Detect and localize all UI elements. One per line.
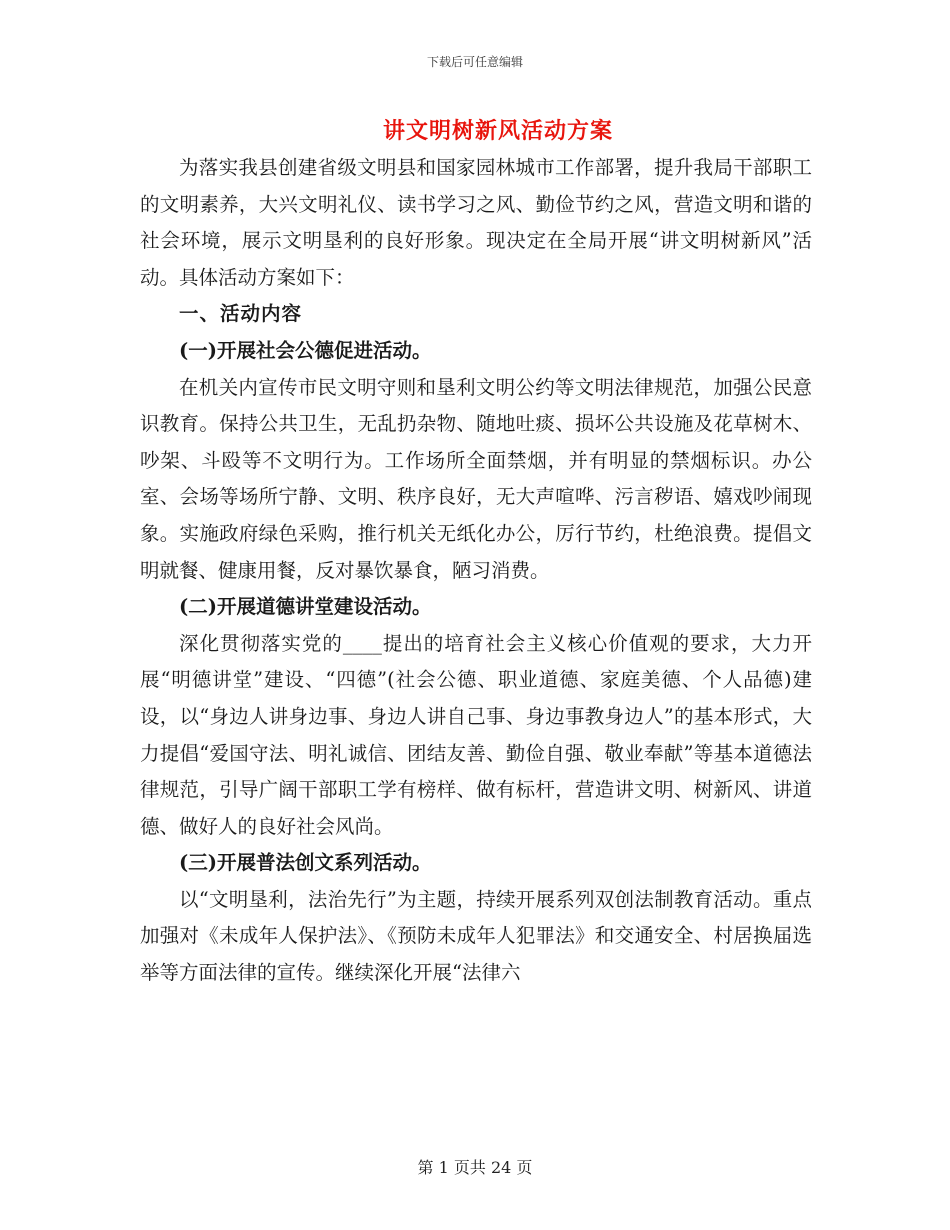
- page-header-note: 下载后可任意编辑: [426, 55, 523, 69]
- subsection-heading-moral-lecture: (二)开展道德讲堂建设活动。: [179, 595, 432, 619]
- subsection-heading-social-ethics: (一)开展社会公德促进活动。: [179, 338, 432, 362]
- body-paragraph-moral-lecture: 深化贯彻落实党的____提出的培育社会主义核心价值观的要求，大力开展“明德讲堂”建设、“四德”(社会公德、职业道德、家庭美德、个人品德)建设，以“身边人讲身边事、身边人讲自己事、身边事教身边人”的基本形式，大力提倡“爱国守法、明礼诚信、团结友善、勤俭自强、敬业奉献”等基本道德法律规范，引导广阔干部职工学有榜样、做有标杆，营造讲文明、树新风、讲道德、做好人的良好社会风尚。: [140, 631, 812, 838]
- page-number-footer: 第 1 页共 24 页: [417, 1158, 533, 1177]
- document-body: [140, 150, 812, 992]
- subsection-heading-law-promotion: (三)开展普法创文系列活动。: [179, 851, 432, 875]
- section-heading-activity-content: 一、活动内容: [179, 302, 303, 326]
- body-paragraph-social-ethics: 在机关内宣传市民文明守则和垦利文明公约等文明法律规范，加强公民意识教育。保持公共卫生，无乱扔杂物、随地吐痰、损坏公共设施及花草树木、吵架、斗殴等不文明行为。工作场所全面禁烟，并有明显的禁烟标识。办公室、会场等场所宁静、文明、秩序良好，无大声喧哗、污言秽语、嬉戏吵闹现象。实施政府绿色采购，推行机关无纸化办公，厉行节约，杜绝浪费。提倡文明就餐、健康用餐，反对暴饮暴食，陋习消费。: [140, 375, 812, 582]
- document-title: 讲文明树新风活动方案: [382, 118, 613, 144]
- body-paragraph-law-promotion: 以“文明垦利，法治先行”为主题，持续开展系列双创法制教育活动。重点加强对《未成年人保护法》、《预防未成年人犯罪法》和交通安全、村居换届选举等方面法律的宣传。继续深化开展“法律六: [140, 887, 812, 985]
- intro-paragraph: 为落实我县创建省级文明县和国家园林城市工作部署，提升我局干部职工的文明素养，大兴文明礼仪、读书学习之风、勤俭节约之风，营造文明和谐的社会环境，展示文明垦利的良好形象。现决定在全局开展“讲文明树新风”活动。具体活动方案如下：: [140, 156, 812, 289]
